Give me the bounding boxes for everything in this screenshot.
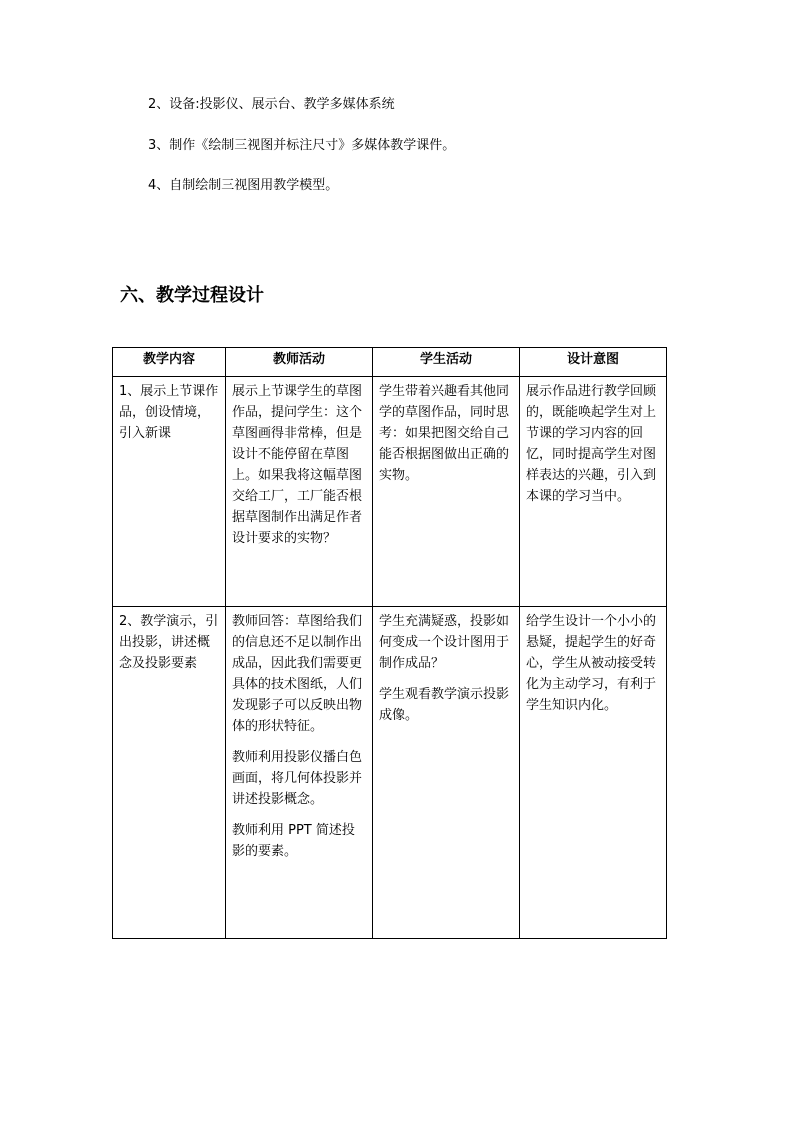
list-item-model: 4、自制绘制三视图用教学模型。 xyxy=(148,178,339,193)
section-title: 六、教学过程设计 xyxy=(120,285,264,306)
header-student-activity: 学生活动 xyxy=(373,348,520,377)
teacher-paragraph: 教师回答：草图给我们的信息还不足以制作出成品，因此我们需要更具体的技术图纸，人们发现影子可以反映出物体的形状特征。 xyxy=(232,614,363,734)
cell-content: 2、教学演示，引出投影，讲述概念及投影要素 xyxy=(113,607,226,939)
cell-student xyxy=(373,377,520,607)
cell-intent: 给学生设计一个小小的悬疑，提起学生的好奇心，学生从被动接受转化为主动学习，有利于学生知识内化。 xyxy=(520,607,667,939)
table-row xyxy=(113,607,667,939)
student-paragraph: 学生观看教学演示投影成像。 xyxy=(379,687,510,723)
header-teaching-content: 教学内容 xyxy=(113,348,226,377)
student-paragraph: 学生带着兴趣看其他同学的草图作品，同时思考：如果把图交给自己能否根据图做出正确的实物。 xyxy=(379,384,510,483)
cell-student xyxy=(373,607,520,939)
header-teacher-activity: 教师活动 xyxy=(226,348,373,377)
cell-intent: 展示作品进行教学回顾的，既能唤起学生对上节课的学习内容的回忆，同时提高学生对图样表达的兴趣，引入到本课的学习当中。 xyxy=(520,377,667,607)
teacher-paragraph: 教师利用投影仪播白色画面，将几何体投影并讲述投影概念。 xyxy=(232,750,363,807)
header-design-intent: 设计意图 xyxy=(520,348,667,377)
table-row xyxy=(113,377,667,607)
cell-content: 1、展示上节课作品，创设情境，引入新课 xyxy=(113,377,226,607)
teacher-paragraph: 教师利用 PPT 简述投影的要素。 xyxy=(232,823,355,859)
list-item-equipment: 2、设备:投影仪、展示台、教学多媒体系统 xyxy=(148,97,395,112)
cell-teacher xyxy=(226,377,373,607)
student-paragraph: 学生充满疑惑，投影如何变成一个设计图用于制作成品？ xyxy=(379,614,510,671)
teaching-process-table xyxy=(112,347,667,939)
cell-teacher xyxy=(226,607,373,939)
list-item-courseware: 3、制作《绘制三视图并标注尺寸》多媒体教学课件。 xyxy=(148,138,456,153)
teacher-paragraph: 展示上节课学生的草图作品，提问学生：这个草图画得非常棒，但是设计不能停留在草图上。如果我将这幅草图交给工厂，工厂能否根据草图制作出满足作者设计要求的实物？ xyxy=(232,384,363,546)
table-header-row xyxy=(113,348,667,377)
